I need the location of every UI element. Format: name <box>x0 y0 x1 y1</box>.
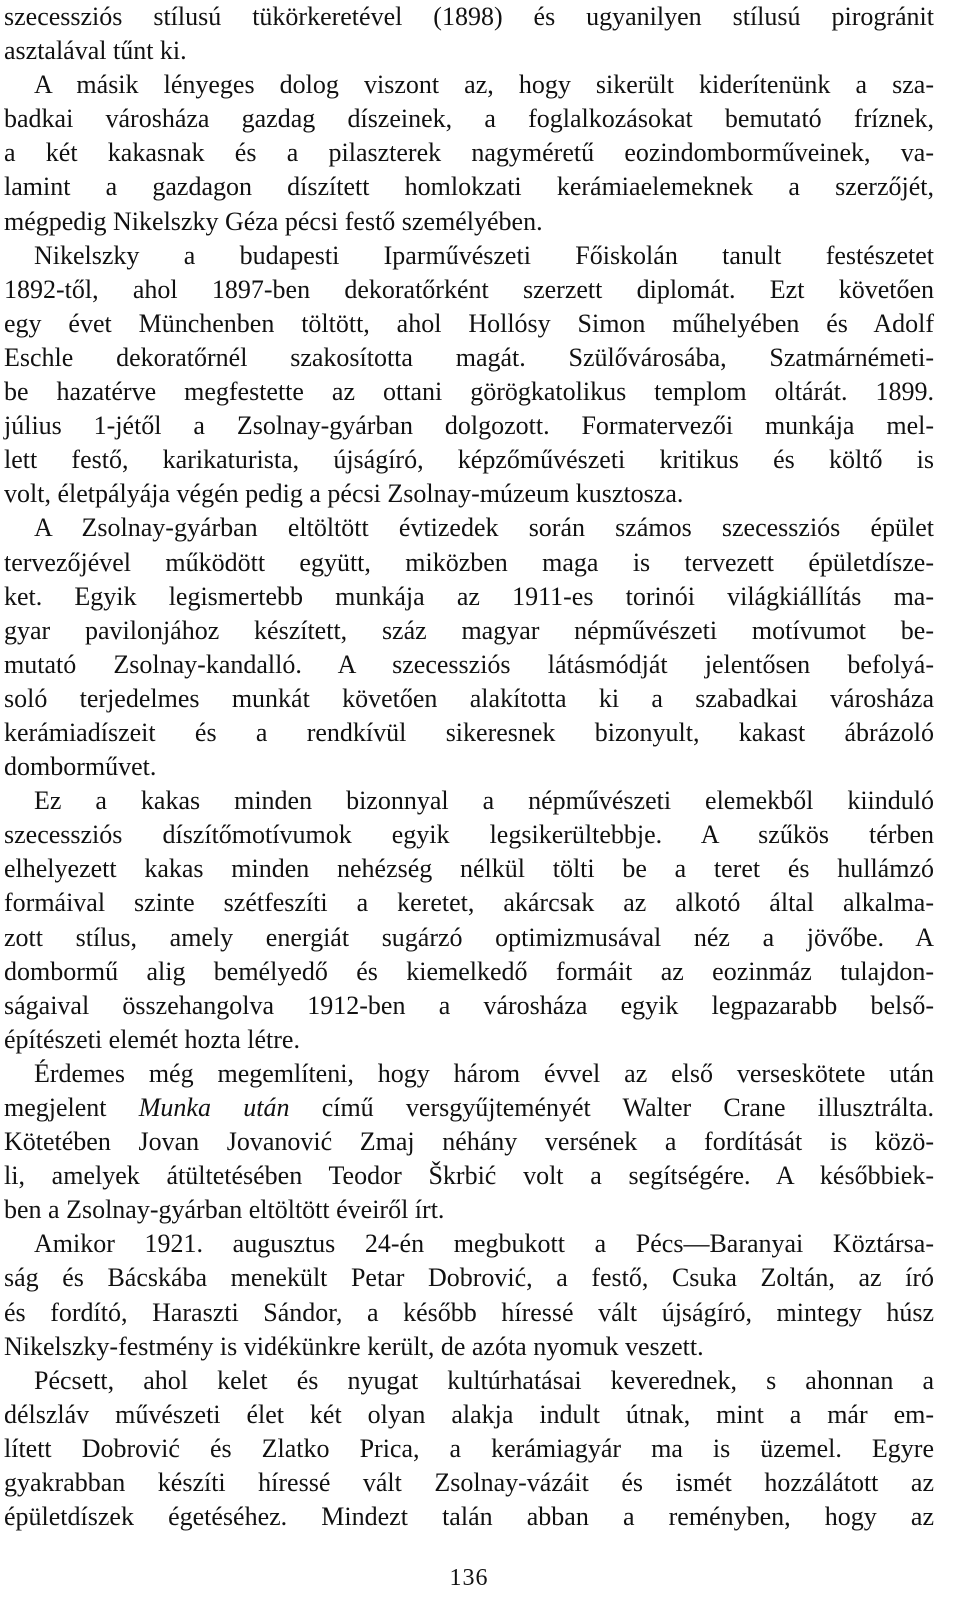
text-line: asztalával tűnt ki. <box>4 36 187 66</box>
paragraph <box>4 784 934 1057</box>
text-line: szecessziós díszítőmotívumok egyik legsikerültebbje. A szűkös térben <box>4 820 934 850</box>
paragraph <box>4 239 934 512</box>
text-line: ben a Zsolnay-gyárban eltöltött éveiről írt. <box>4 1195 445 1225</box>
text-line: dombormű alig bemélyedő és kiemelkedő formáit az eozinmáz tulajdon- <box>4 956 934 986</box>
text-line: építészeti elemét hozta létre. <box>4 1024 300 1054</box>
paragraph <box>4 0 934 68</box>
text-line: badkai városháza gazdag díszeinek, a foglalkozásokat bemutató fríznek, <box>4 104 934 134</box>
text-line: elhelyezett kakas minden nehézség nélkül tölti be a teret és hullámzó <box>4 854 934 884</box>
paragraph <box>4 511 934 784</box>
paragraph <box>4 68 934 238</box>
text-line: mutató Zsolnay-kandalló. A szecessziós látásmódját jelentősen befolyá- <box>4 649 934 679</box>
body-text <box>4 0 934 1534</box>
text-line: volt, életpályája végén pedig a pécsi Zsolnay-múzeum kusztosza. <box>4 479 684 509</box>
text-line: ket. Egyik legismertebb munkája az 1911-es torinói világkiállítás ma- <box>4 581 934 611</box>
text-line: Kötetében Jovan Jovanović Zmaj néhány versének a fordítását is közö- <box>4 1127 934 1157</box>
text-line: tervezőjével működött együtt, miközben maga is tervezett épületdísze- <box>4 547 934 577</box>
paragraph <box>4 1227 934 1363</box>
paragraph <box>4 1057 934 1227</box>
book-title: Munka után <box>138 1093 290 1122</box>
text-line: július 1-jétől a Zsolnay-gyárban dolgozott. Formatervezői munkája mel- <box>4 411 934 441</box>
text-line: megjelent Munka után című versgyűjteményét Walter Crane illusztrálta. <box>4 1093 934 1122</box>
text-line: Ez a kakas minden bizonnyal a népművészeti elemekből kiinduló <box>34 786 934 816</box>
page-number: 136 <box>449 1565 489 1591</box>
text-line: lett festő, karikaturista, újságíró, képzőművészeti kritikus és költő is <box>4 445 934 475</box>
text-line: a két kakasnak és a pilaszterek nagyméretű eozindomborműveinek, va- <box>4 138 934 168</box>
text-line: Nikelszky-festmény is vidékünkre került, de azóta nyomuk veszett. <box>4 1331 704 1361</box>
text-line: szecessziós stílusú tükörkeretével (1898) és ugyanilyen stílusú pirogránit <box>4 2 934 31</box>
text-line: 1892-től, ahol 1897-ben dekoratőrként szerzett diplomát. Ezt követően <box>4 274 934 304</box>
text-line: Eschle dekoratőrnél szakosította magát. Szülővárosába, Szatmárnémeti- <box>4 342 934 372</box>
text-line: soló terjedelmes munkát követően alakította ki a szabadkai városháza <box>4 683 934 713</box>
text-line: délszláv művészeti élet két olyan alakja indult útnak, mint a már em- <box>4 1399 934 1429</box>
text-line: gyar pavilonjához készített, száz magyar népművészeti motívumot be- <box>4 615 934 645</box>
text-line: domborművet. <box>4 752 157 782</box>
text-line: zott stílus, amely energiát sugárzó optimizmusával néz a jövőbe. A <box>4 922 934 952</box>
text-line: gyakrabban készíti híressé vált Zsolnay-vázáit és ismét hozzálátott az <box>4 1468 934 1498</box>
text-line: li, amelyek átültetésében Teodor Škrbić volt a segítségére. A későbbiek- <box>4 1161 934 1191</box>
text-line: formáival szinte szétfeszíti a keretet, akárcsak az alkotó által alkalma- <box>4 888 934 918</box>
text-line: mégpedig Nikelszky Géza pécsi festő személyében. <box>4 206 543 236</box>
text-line: Érdemes még megemlíteni, hogy három évvel az első verseskötete után <box>34 1058 934 1088</box>
text-line: be hazatérve megfestette az ottani görögkatolikus templom oltárát. 1899. <box>4 377 934 407</box>
paragraph <box>4 1364 934 1534</box>
text-line: és fordító, Haraszti Sándor, a később híressé vált újságíró, mintegy húsz <box>4 1297 934 1327</box>
text-line: lített Dobrović és Zlatko Prica, a kerámiagyár ma is üzemel. Egyre <box>4 1433 934 1463</box>
text-line: ságaival összehangolva 1912-ben a városháza egyik legpazarabb belső- <box>4 990 934 1020</box>
text-line: kerámiadíszeit és a rendkívül sikeresnek bizonyult, kakast ábrázoló <box>4 717 934 747</box>
document-page <box>4 0 934 1607</box>
text-line: A másik lényeges dolog viszont az, hogy sikerült kiderítenünk a sza- <box>34 70 934 100</box>
text-line: egy évet Münchenben töltött, ahol Hollósy Simon műhelyében és Adolf <box>4 308 934 338</box>
text-line: Amikor 1921. augusztus 24-én megbukott a Pécs—Baranyai Köztársa- <box>34 1229 934 1259</box>
text-line: ság és Bácskába menekült Petar Dobrović, a festő, Csuka Zoltán, az író <box>4 1263 934 1293</box>
text-line: épületdíszek égetéséhez. Mindezt talán abban a reményben, hogy az <box>4 1502 934 1532</box>
text-line: Pécsett, ahol kelet és nyugat kultúrhatásai keverednek, s ahonnan a <box>34 1365 934 1395</box>
text-line: A Zsolnay-gyárban eltöltött évtizedek során számos szecessziós épület <box>34 513 934 543</box>
text-line: lamint a gazdagon díszített homlokzati kerámiaelemeknek a szerzőjét, <box>4 172 934 202</box>
text-line: Nikelszky a budapesti Iparművészeti Főiskolán tanult festészetet <box>34 240 934 270</box>
